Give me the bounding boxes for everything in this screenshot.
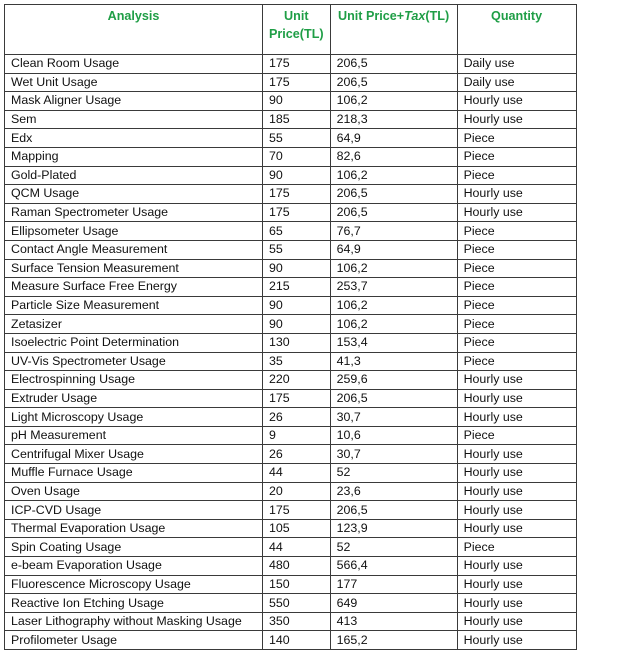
cell-quantity: Hourly use (457, 371, 576, 390)
cell-unit-price-tax: 106,2 (330, 315, 457, 334)
cell-unit-price: 90 (263, 315, 331, 334)
cell-unit-price: 55 (263, 129, 331, 148)
cell-unit-price: 105 (263, 519, 331, 538)
cell-quantity: Daily use (457, 55, 576, 74)
cell-analysis: Reactive Ion Etching Usage (5, 594, 263, 613)
cell-quantity: Hourly use (457, 110, 576, 129)
header-unit-price (263, 5, 331, 55)
cell-analysis: Particle Size Measurement (5, 296, 263, 315)
table-row (5, 464, 577, 483)
cell-unit-price-tax: 218,3 (330, 110, 457, 129)
cell-analysis: Mapping (5, 147, 263, 166)
header-analysis (5, 5, 263, 55)
header-tax-part-c: (TL) (425, 9, 450, 23)
cell-unit-price: 35 (263, 352, 331, 371)
cell-unit-price: 44 (263, 538, 331, 557)
cell-quantity: Hourly use (457, 445, 576, 464)
table-row (5, 55, 577, 74)
table-row (5, 129, 577, 148)
cell-analysis: Raman Spectrometer Usage (5, 203, 263, 222)
cell-quantity: Piece (457, 315, 576, 334)
cell-analysis: Profilometer Usage (5, 631, 263, 650)
cell-unit-price-tax: 106,2 (330, 92, 457, 111)
table-row (5, 575, 577, 594)
cell-quantity: Hourly use (457, 482, 576, 501)
table-row (5, 612, 577, 631)
cell-unit-price: 130 (263, 333, 331, 352)
cell-unit-price-tax: 649 (330, 594, 457, 613)
cell-unit-price-tax: 253,7 (330, 278, 457, 297)
cell-quantity: Piece (457, 240, 576, 259)
cell-unit-price-tax: 206,5 (330, 73, 457, 92)
cell-unit-price: 480 (263, 557, 331, 576)
cell-unit-price: 90 (263, 259, 331, 278)
cell-analysis: Spin Coating Usage (5, 538, 263, 557)
table-row (5, 240, 577, 259)
cell-unit-price-tax: 165,2 (330, 631, 457, 650)
cell-analysis: Gold-Plated (5, 166, 263, 185)
cell-quantity: Piece (457, 147, 576, 166)
cell-quantity: Hourly use (457, 612, 576, 631)
cell-unit-price-tax: 206,5 (330, 185, 457, 204)
table-row (5, 538, 577, 557)
cell-unit-price-tax: 106,2 (330, 296, 457, 315)
table-row (5, 73, 577, 92)
cell-quantity: Piece (457, 426, 576, 445)
cell-unit-price-tax: 206,5 (330, 501, 457, 520)
cell-quantity: Hourly use (457, 408, 576, 427)
cell-unit-price-tax: 206,5 (330, 203, 457, 222)
cell-quantity: Hourly use (457, 389, 576, 408)
table-row (5, 389, 577, 408)
table-row (5, 259, 577, 278)
table-row (5, 445, 577, 464)
cell-unit-price: 26 (263, 445, 331, 464)
cell-unit-price-tax: 52 (330, 464, 457, 483)
cell-unit-price: 70 (263, 147, 331, 166)
table-row (5, 482, 577, 501)
table-row (5, 631, 577, 650)
cell-analysis: e-beam Evaporation Usage (5, 557, 263, 576)
cell-unit-price-tax: 52 (330, 538, 457, 557)
cell-unit-price: 150 (263, 575, 331, 594)
cell-analysis: pH Measurement (5, 426, 263, 445)
table-row (5, 222, 577, 241)
cell-unit-price-tax: 30,7 (330, 408, 457, 427)
cell-unit-price: 185 (263, 110, 331, 129)
cell-unit-price-tax: 153,4 (330, 333, 457, 352)
header-analysis-label: Analysis (107, 9, 160, 23)
header-tax-part-a: Unit Price+ (338, 9, 405, 23)
table-row (5, 278, 577, 297)
table-row (5, 185, 577, 204)
table-row (5, 315, 577, 334)
cell-analysis: Laser Lithography without Masking Usage (5, 612, 263, 631)
table-row (5, 110, 577, 129)
cell-unit-price: 90 (263, 166, 331, 185)
cell-analysis: Mask Aligner Usage (5, 92, 263, 111)
cell-quantity: Piece (457, 278, 576, 297)
header-unit-price-line2: Price(TL) (269, 27, 324, 41)
cell-unit-price-tax: 64,9 (330, 129, 457, 148)
cell-analysis: Light Microscopy Usage (5, 408, 263, 427)
cell-analysis: Edx (5, 129, 263, 148)
cell-unit-price: 175 (263, 73, 331, 92)
cell-unit-price: 220 (263, 371, 331, 390)
cell-quantity: Hourly use (457, 631, 576, 650)
cell-quantity: Hourly use (457, 557, 576, 576)
cell-unit-price-tax: 177 (330, 575, 457, 594)
cell-unit-price-tax: 106,2 (330, 166, 457, 185)
cell-quantity: Daily use (457, 73, 576, 92)
table-row (5, 203, 577, 222)
cell-unit-price-tax: 82,6 (330, 147, 457, 166)
header-tax-part-b: Tax (404, 9, 426, 23)
table-row (5, 519, 577, 538)
cell-unit-price: 90 (263, 92, 331, 111)
cell-quantity: Hourly use (457, 464, 576, 483)
cell-unit-price-tax: 30,7 (330, 445, 457, 464)
cell-analysis: Centrifugal Mixer Usage (5, 445, 263, 464)
cell-quantity: Piece (457, 352, 576, 371)
cell-unit-price: 175 (263, 501, 331, 520)
cell-analysis: Clean Room Usage (5, 55, 263, 74)
header-row (5, 5, 577, 55)
cell-quantity: Piece (457, 222, 576, 241)
table-row (5, 426, 577, 445)
cell-unit-price-tax: 259,6 (330, 371, 457, 390)
table-row (5, 594, 577, 613)
cell-unit-price: 55 (263, 240, 331, 259)
cell-unit-price: 215 (263, 278, 331, 297)
cell-quantity: Piece (457, 538, 576, 557)
table-row (5, 408, 577, 427)
cell-unit-price: 90 (263, 296, 331, 315)
cell-analysis: Fluorescence Microscopy Usage (5, 575, 263, 594)
cell-unit-price: 175 (263, 185, 331, 204)
cell-analysis: Sem (5, 110, 263, 129)
header-quantity (457, 5, 576, 55)
cell-unit-price: 175 (263, 389, 331, 408)
cell-analysis: Surface Tension Measurement (5, 259, 263, 278)
cell-analysis: Isoelectric Point Determination (5, 333, 263, 352)
cell-quantity: Hourly use (457, 519, 576, 538)
cell-quantity: Hourly use (457, 203, 576, 222)
cell-analysis: Measure Surface Free Energy (5, 278, 263, 297)
cell-analysis: Zetasizer (5, 315, 263, 334)
table-row (5, 557, 577, 576)
cell-unit-price-tax: 64,9 (330, 240, 457, 259)
cell-unit-price: 44 (263, 464, 331, 483)
cell-unit-price: 550 (263, 594, 331, 613)
header-unit-price-line1: Unit (284, 9, 309, 23)
cell-analysis: Electrospinning Usage (5, 371, 263, 390)
table-row (5, 352, 577, 371)
table-row (5, 296, 577, 315)
table-row (5, 333, 577, 352)
cell-quantity: Hourly use (457, 575, 576, 594)
cell-unit-price: 175 (263, 203, 331, 222)
cell-analysis: Ellipsometer Usage (5, 222, 263, 241)
cell-quantity: Hourly use (457, 92, 576, 111)
cell-quantity: Hourly use (457, 185, 576, 204)
cell-analysis: Contact Angle Measurement (5, 240, 263, 259)
table-row (5, 92, 577, 111)
table-body (5, 55, 577, 650)
cell-analysis: Wet Unit Usage (5, 73, 263, 92)
cell-quantity: Piece (457, 129, 576, 148)
cell-unit-price: 175 (263, 55, 331, 74)
cell-quantity: Hourly use (457, 594, 576, 613)
cell-unit-price-tax: 413 (330, 612, 457, 631)
cell-unit-price-tax: 566,4 (330, 557, 457, 576)
table-row (5, 501, 577, 520)
table-row (5, 371, 577, 390)
cell-unit-price-tax: 23,6 (330, 482, 457, 501)
table-row (5, 147, 577, 166)
cell-unit-price: 20 (263, 482, 331, 501)
cell-quantity: Piece (457, 166, 576, 185)
cell-unit-price: 9 (263, 426, 331, 445)
cell-unit-price: 140 (263, 631, 331, 650)
cell-analysis: Muffle Furnace Usage (5, 464, 263, 483)
cell-unit-price-tax: 76,7 (330, 222, 457, 241)
cell-unit-price: 26 (263, 408, 331, 427)
table-row (5, 166, 577, 185)
cell-analysis: UV-Vis Spectrometer Usage (5, 352, 263, 371)
cell-unit-price-tax: 123,9 (330, 519, 457, 538)
cell-unit-price-tax: 106,2 (330, 259, 457, 278)
cell-unit-price: 65 (263, 222, 331, 241)
cell-quantity: Piece (457, 333, 576, 352)
cell-unit-price: 350 (263, 612, 331, 631)
cell-analysis: Thermal Evaporation Usage (5, 519, 263, 538)
cell-unit-price-tax: 41,3 (330, 352, 457, 371)
cell-quantity: Piece (457, 296, 576, 315)
cell-analysis: ICP-CVD Usage (5, 501, 263, 520)
cell-unit-price-tax: 206,5 (330, 55, 457, 74)
price-table (4, 4, 577, 650)
cell-analysis: QCM Usage (5, 185, 263, 204)
cell-unit-price-tax: 206,5 (330, 389, 457, 408)
cell-analysis: Oven Usage (5, 482, 263, 501)
cell-quantity: Hourly use (457, 501, 576, 520)
cell-unit-price-tax: 10,6 (330, 426, 457, 445)
header-unit-price-tax (330, 5, 457, 55)
header-quantity-label: Quantity (491, 9, 543, 23)
cell-analysis: Extruder Usage (5, 389, 263, 408)
cell-quantity: Piece (457, 259, 576, 278)
